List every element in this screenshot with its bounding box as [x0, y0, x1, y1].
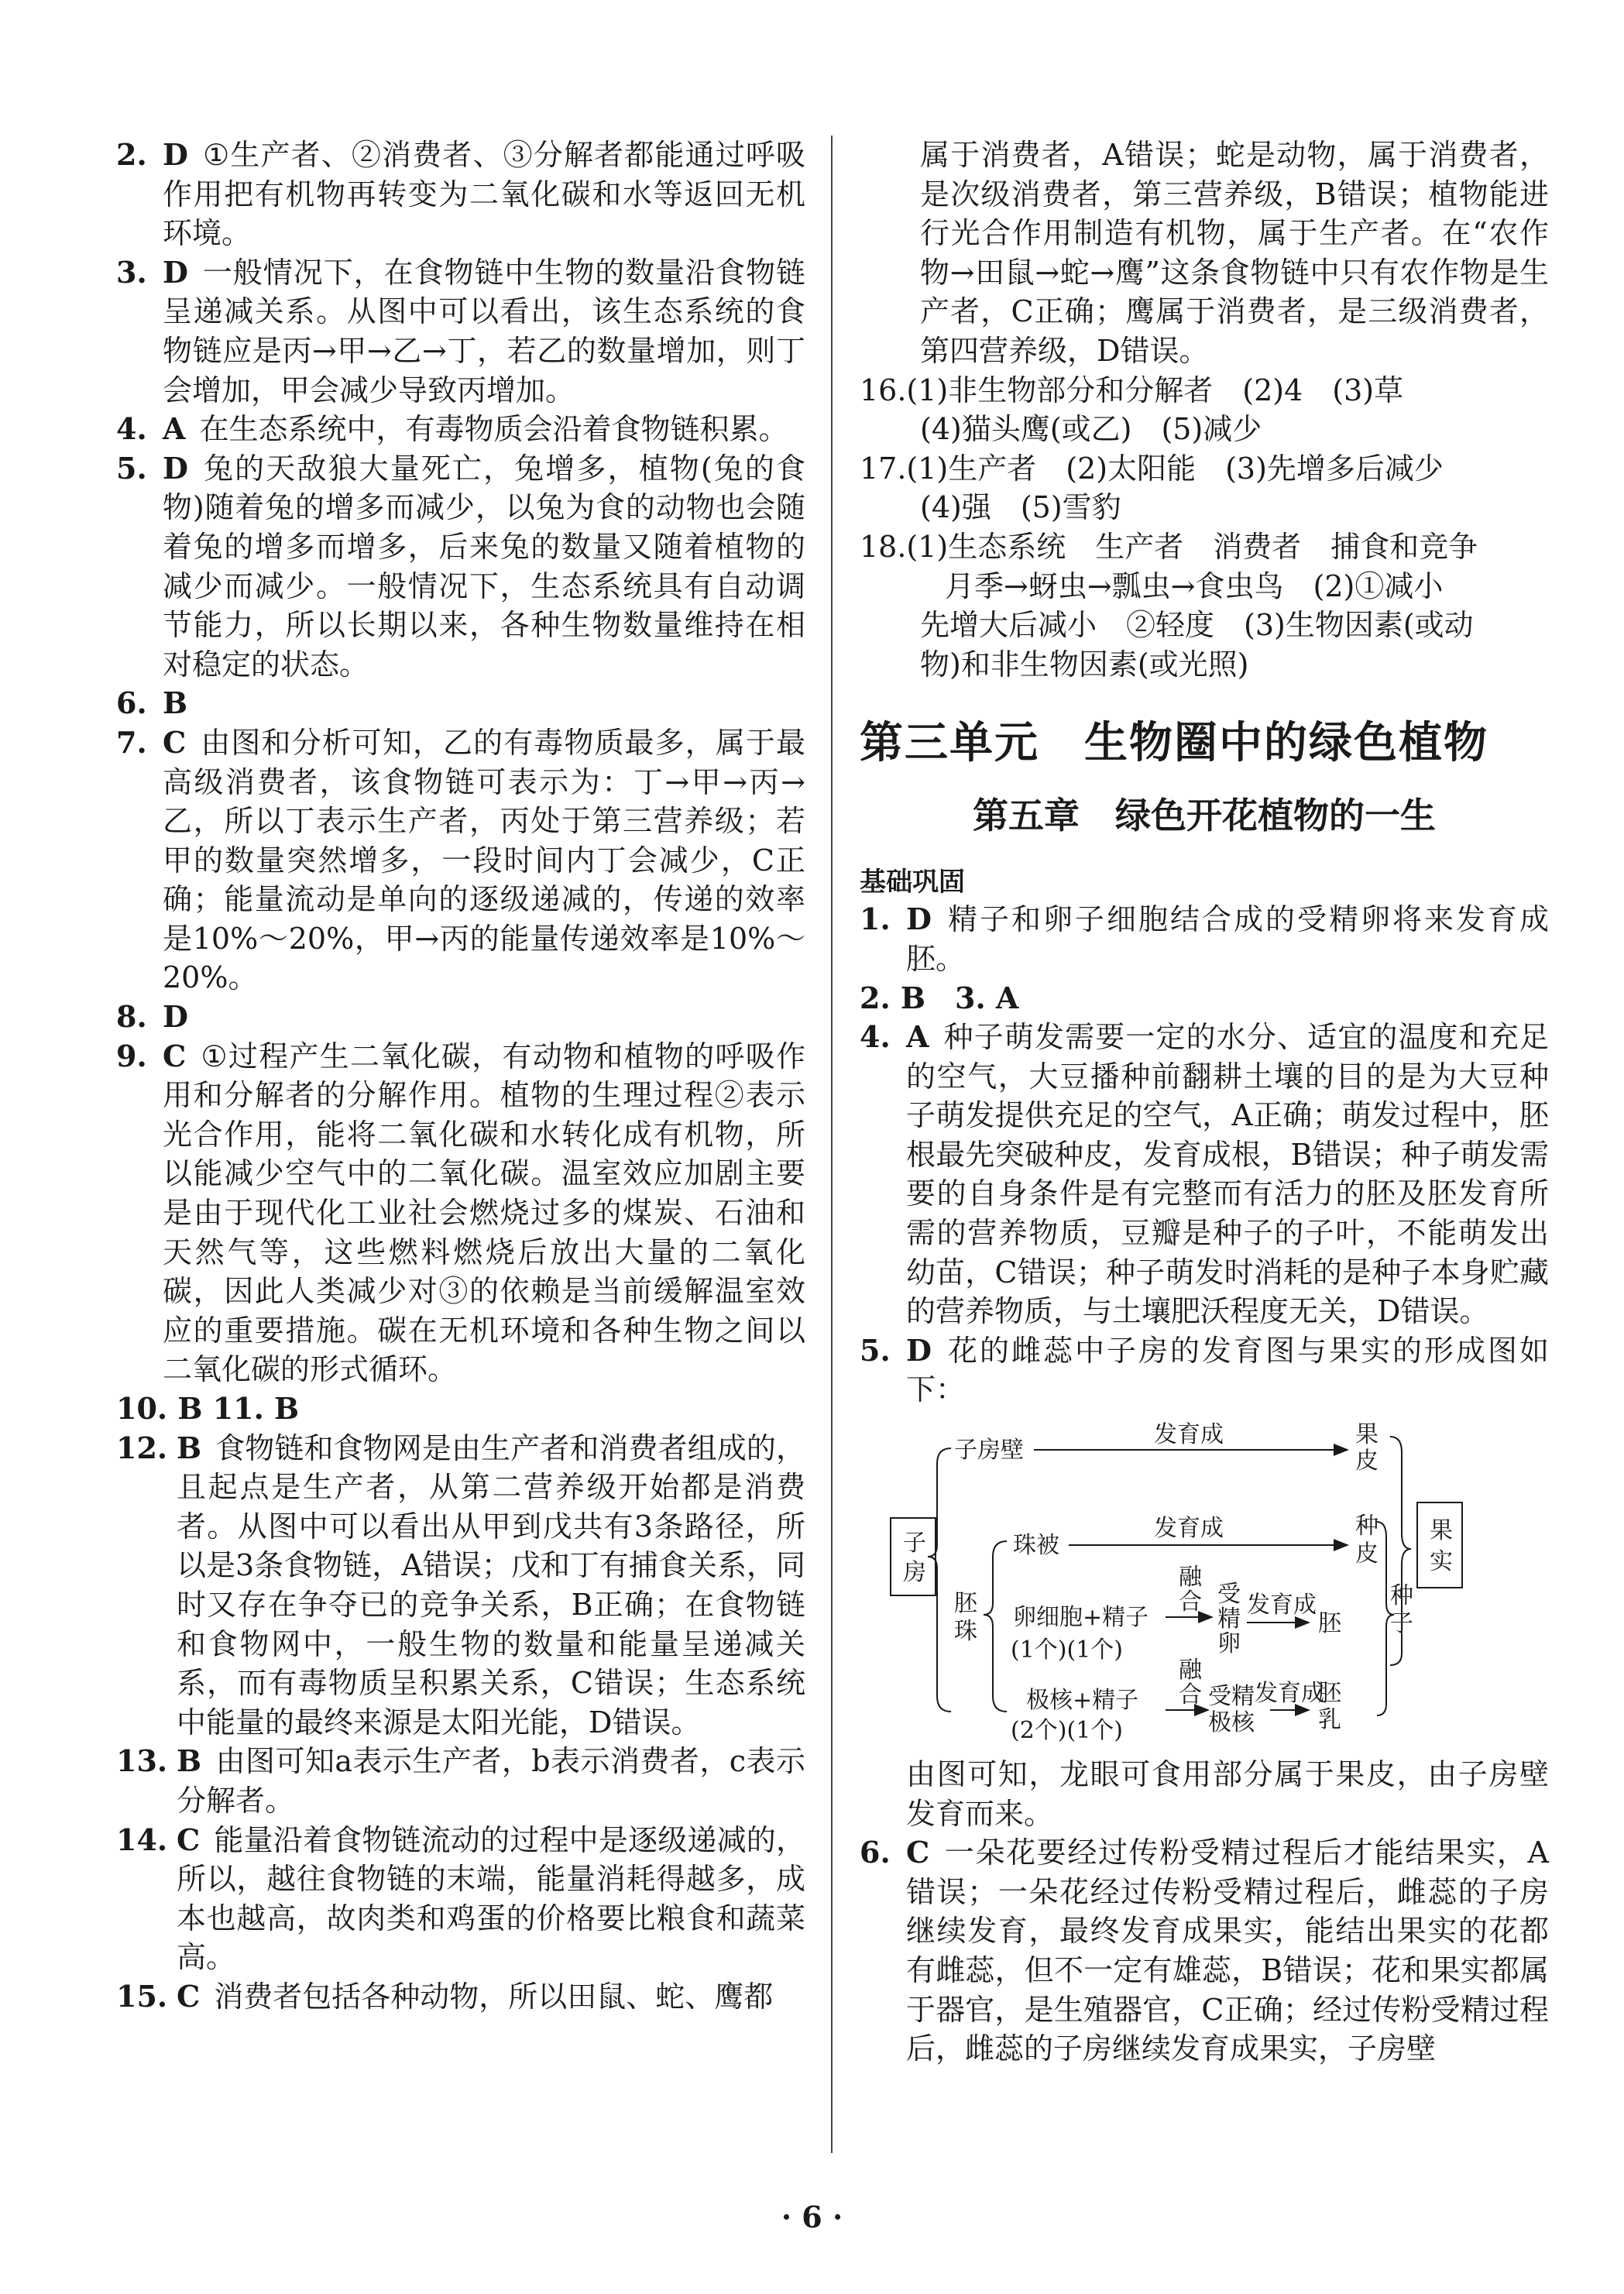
polar-sperm-label: 极核+精子: [1026, 1687, 1139, 1715]
answer-4: 4. A 在生态系统中，有毒物质会沿着食物链积累。: [116, 411, 788, 447]
ovule-brace: [984, 1541, 1007, 1712]
answer-18-line2: 月季→蚜虫→瓢虫→食虫鸟 (2)①减小: [945, 568, 1444, 603]
fuse2-label-1: 融: [1179, 1657, 1202, 1684]
integument-label: 珠被: [1013, 1532, 1059, 1560]
develops-label-4: 发育成: [1255, 1680, 1324, 1708]
answer-r4: 4. A 种子萌发需要一定的水分、适宜的温度和充足的空气，大豆播种前翻耕土壤的目的是为大豆种子萌发提供充足的空气，A正确；萌发过程中，胚根最先突破种皮，发育成根，B错误；种子萌发需要的自身条件是有完整而有活力的胚及胚发育所需的营养物质，豆瓣是种子的子叶，不能萌发出幼苗，C错误；种子萌发时消耗的是种子本身贮藏的营养物质，与土壤肥沃程度无关，D错误。: [860, 1019, 1549, 1329]
develops-label-1: 发育成: [1154, 1421, 1224, 1449]
zygote-label-3: 卵: [1217, 1630, 1241, 1658]
main-brace: [928, 1448, 951, 1712]
chapter-title: 第五章 绿色开花植物的一生: [973, 795, 1436, 837]
zygote-label-2: 精: [1217, 1605, 1241, 1633]
answer-2: 2. D ①生产者、②消费者、③分解者都能通过呼吸作用把有机物再转变为二氧化碳和水等返回无机环境。: [116, 137, 805, 251]
answer-14: 14. C 能量沿着食物链流动的过程中是逐级递减的，所以，越往食物链的末端，能量消耗得越多，成本也越高，故肉类和鸡蛋的价格要比粮食和蔬菜高。: [116, 1822, 805, 1975]
answer-18-line1: 18.(1)生态系统 生产者 消费者 捕食和竞争: [860, 529, 1478, 564]
page-number: · 6 ·: [781, 2200, 843, 2234]
unit-title: 第三单元 生物圈中的绿色植物: [860, 718, 1488, 769]
answer-10-11: 10. B 11. B: [116, 1391, 300, 1426]
left-column: [116, 136, 805, 2017]
right-column: [860, 136, 1549, 2069]
ovary-label-1: 子: [903, 1530, 926, 1557]
fuse1-label-2: 合: [1179, 1588, 1202, 1616]
section-heading: 基础巩固: [860, 867, 965, 898]
endosperm-label-1: 胚: [1318, 1680, 1341, 1708]
ovule-label-2: 珠: [954, 1618, 977, 1646]
column-divider: [831, 136, 833, 2153]
answer-15-continued: 属于消费者，A错误；蛇是动物，属于消费者，是次级消费者，第三营养级，B错误；植物能进行光合作用制造有机物，属于生产者。在“农作物→田鼠→蛇→鹰”这条食物链中只有农作物是生产者，C正确；鹰属于消费者，是三级消费者，第四营养级，D错误。: [920, 138, 1549, 368]
answer-r2-3: 2. B 3. A: [860, 980, 1019, 1015]
answer-15: 15. C 消费者包括各种动物，所以田鼠、蛇、鹰都: [116, 1978, 774, 2014]
answer-13: 13. B 由图可知a表示生产者，b表示消费者，c表示分解者。: [116, 1743, 805, 1818]
pericarp-label-2: 皮: [1355, 1447, 1379, 1475]
answer-r1: 1. D 精子和卵子细胞结合成的受精卵将来发育成胚。: [860, 901, 1549, 976]
endosperm-label-2: 乳: [1318, 1706, 1341, 1734]
ovule-label-1: 胚: [954, 1590, 977, 1618]
answer-12: 12. B 食物链和食物网是由生产者和消费者组成的，且起点是生产者，从第二营养级开始都是消费者。从图中可以看出从甲到戊共有3条路径，所以是3条食物链，A错误；戊和丁有捕食关系，同时又存在争夺已的竞争关系，B正确；在食物链和食物网中，一般生物的数量和能量呈递减关系，而有毒物质呈积累关系，C错误；生态系统中能量的最终来源是太阳光能，D错误。: [116, 1430, 805, 1739]
develops-label-3: 发育成: [1247, 1592, 1317, 1619]
polar-count-label: (2个)(1个): [1011, 1717, 1123, 1745]
seed-label-2: 子: [1390, 1610, 1413, 1638]
answer-r5: 5. D 花的雌蕊中子房的发育图与果实的形成图如下：: [860, 1332, 1549, 1407]
fuse1-label-1: 融: [1179, 1564, 1202, 1592]
answer-16-line2: (4)猫头鹰(或乙) (5)减少: [920, 412, 1262, 447]
answer-5: 5. D 兔的天敌狼大量死亡，兔增多，植物(兔的食物)随着兔的增多而减少，以兔为食的动物也会随着兔的增多而增多，后来兔的数量又随着植物的减少而减少。一般情况下，生态系统具有自动调节能力，所以长期以来，各种生物数量维持在相对稳定的状态。: [116, 450, 805, 682]
ovary-label-2: 房: [903, 1559, 926, 1587]
answer-9: 9. C ①过程产生二氧化碳，有动物和植物的呼吸作用和分解者的分解作用。植物的生理过程②表示光合作用，能将二氧化碳和水转化成有机物，所以能减少空气中的二氧化碳。温室效应加剧主要是由于现代化工业社会燃烧过多的煤炭、石油和天然气等，这些燃料燃烧后放出大量的二氧化碳，因此人类减少对③的依赖是当前缓解温室效应的重要措施。碳在无机环境和各种生物之间以二氧化碳的形式循环。: [116, 1038, 805, 1387]
egg-sperm-label: 卵细胞+精子: [1013, 1604, 1149, 1632]
fruit-label-2: 实: [1430, 1548, 1453, 1576]
seed-label-1: 种: [1390, 1582, 1413, 1610]
fruit-label-1: 果: [1430, 1517, 1453, 1545]
egg-count-label: (1个)(1个): [1011, 1636, 1123, 1664]
embryo-label: 胚: [1318, 1610, 1341, 1638]
fruit-formation-diagram: [860, 1417, 1549, 1750]
answer-18-line3: 先增大后减小 ②轻度 (3)生物因素(或动: [920, 608, 1474, 643]
answer-3: 3. D 一般情况下，在食物链中生物的数量沿食物链呈递减关系。从图中可以看出，该生态系统的食物链应是丙→甲→乙→丁，若乙的数量增加，则丁会增加，甲会减少导致丙增加。: [116, 254, 805, 407]
answer-17-line1: 17.(1)生产者 (2)太阳能 (3)先增多后减少: [860, 451, 1444, 486]
answer-17-line2: (4)强 (5)雪豹: [920, 490, 1121, 525]
develops-label-2: 发育成: [1154, 1515, 1224, 1543]
answer-8: 8. D: [116, 999, 188, 1035]
answer-7: 7. C 由图和分析可知，乙的有毒物质最多，属于最高级消费者，该食物链可表示为：丁→甲→丙→乙，所以丁表示生产者，丙处于第三营养级；若甲的数量突然增多，一段时间内丁会减少，C正确；能量流动是单向的逐级递减的，传递的效率是10%～20%，甲→丙的能量传递效率是10%～20%。: [116, 724, 805, 995]
answer-16-line1: 16.(1)非生物部分和分解者 (2)4 (3)草: [860, 373, 1404, 407]
seed-coat-label-1: 种: [1355, 1513, 1379, 1540]
pericarp-label-1: 果: [1355, 1421, 1379, 1449]
answer-6: 6. B: [116, 685, 188, 721]
answer-r5-after: 由图可知，龙眼可食用部分属于果皮，由子房壁发育而来。: [906, 1757, 1549, 1831]
zygote-label-1: 受: [1217, 1581, 1241, 1609]
fuse2-label-2: 合: [1179, 1681, 1202, 1709]
seed-coat-label-2: 皮: [1355, 1540, 1379, 1568]
fert-polar-label-1: 受精: [1208, 1683, 1255, 1711]
answer-r6: 6. C 一朵花要经过传粉受精过程后才能结果实，A错误；一朵花经过传粉受精过程后，雌蕊的子房继续发育，最终发育成果实，能结出果实的花都有雌蕊，但不一定有雄蕊，B错误；花和果实都属于器官，是生殖器官，C正确；经过传粉受精过程后，雌蕊的子房继续发育成果实，子房壁: [860, 1835, 1549, 2066]
answer-18-line4: 物)和非生物因素(或光照): [920, 647, 1249, 682]
fert-polar-label-2: 极核: [1208, 1709, 1255, 1737]
ovary-wall-label: 子房壁: [954, 1437, 1024, 1465]
